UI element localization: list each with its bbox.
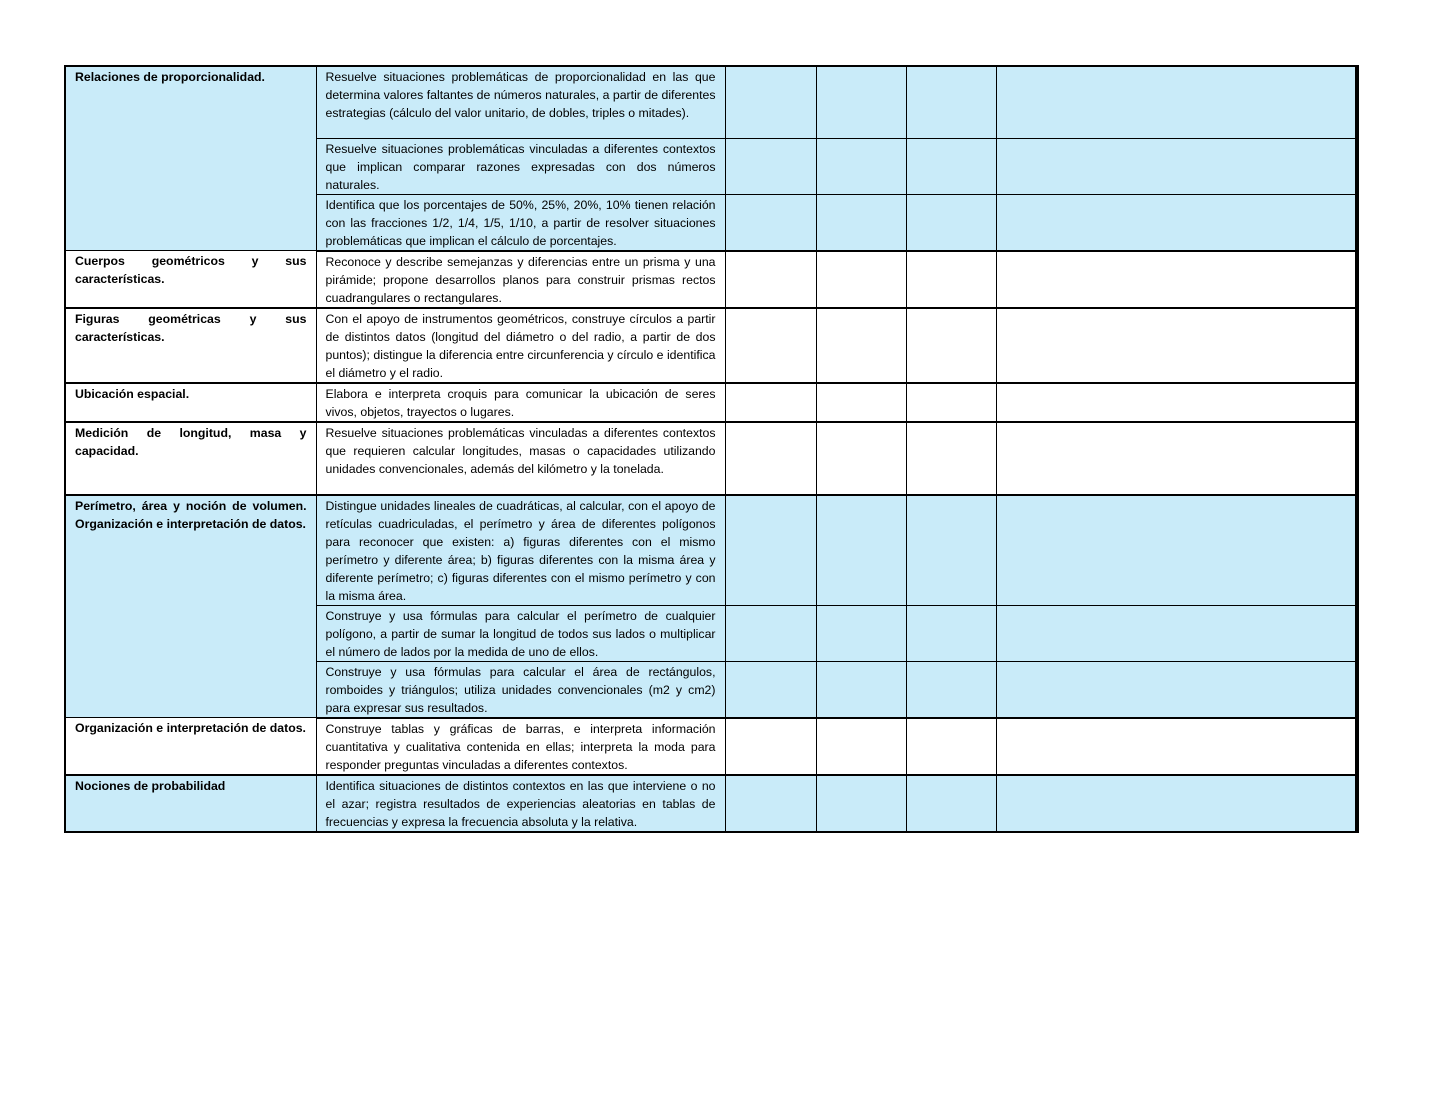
observations-cell[interactable] [996,718,1357,775]
evaluation-cell-2[interactable] [816,383,906,422]
table-row [65,66,1357,138]
topic-cell: Perímetro, área y noción de volumen. Organización e interpretación de datos. [65,495,316,718]
evaluation-cell-2[interactable] [816,251,906,308]
evaluation-cell-3[interactable] [906,66,996,138]
evaluation-cell-3[interactable] [906,194,996,251]
observations-cell[interactable] [996,605,1357,661]
evaluation-cell-3[interactable] [906,251,996,308]
observations-cell[interactable] [996,308,1357,383]
evaluation-cell-1[interactable] [725,775,816,832]
observations-cell[interactable] [996,66,1357,138]
table-row [65,718,1357,775]
descriptor-cell: Identifica situaciones de distintos contextos en las que interviene o no el azar; registra resultados de experiencias aleatorias en tablas de frecuencias y expresa la frecuencia absoluta y la relativa. [316,775,725,832]
evaluation-cell-1[interactable] [725,718,816,775]
table-row [65,422,1357,495]
evaluation-cell-2[interactable] [816,661,906,718]
descriptor-cell: Distingue unidades lineales de cuadráticas, al calcular, con el apoyo de retículas cuadriculadas, el perímetro y área de diferentes polígonos para reconocer que existen: a) figuras diferentes con el mismo perímetro y diferente área; b) figuras diferentes con la misma área y diferente perímetro; c) figuras diferentes con el mismo perímetro y con la misma área. [316,495,725,606]
evaluation-cell-2[interactable] [816,422,906,495]
observations-cell[interactable] [996,138,1357,194]
descriptor-cell: Construye y usa fórmulas para calcular el área de rectángulos, romboides y triángulos; utiliza unidades convencionales (m2 y cm2) para expresar sus resultados. [316,661,725,718]
observations-cell[interactable] [996,194,1357,251]
topic-cell: Figuras geométricas y sus características. [65,308,316,383]
table-row [65,495,1357,606]
descriptor-cell: Resuelve situaciones problemáticas vinculadas a diferentes contextos que requieren calcular longitudes, masas o capacidades utilizando unidades convencionales, además del kilómetro y la tonelada. [316,422,725,495]
evaluation-cell-1[interactable] [725,495,816,606]
observations-cell[interactable] [996,661,1357,718]
descriptor-cell: Identifica que los porcentajes de 50%, 25%, 20%, 10% tienen relación con las fracciones 1/2, 1/4, 1/5, 1/10, a partir de resolver situaciones problemáticas que implican el cálculo de porcentajes. [316,194,725,251]
evaluation-cell-3[interactable] [906,718,996,775]
evaluation-cell-2[interactable] [816,194,906,251]
table-row [65,775,1357,832]
observations-cell[interactable] [996,495,1357,606]
evaluation-cell-1[interactable] [725,251,816,308]
topic-cell: Medición de longitud, masa y capacidad. [65,422,316,495]
evaluation-cell-3[interactable] [906,605,996,661]
learning-progress-table [64,65,1359,833]
evaluation-cell-1[interactable] [725,66,816,138]
evaluation-cell-2[interactable] [816,718,906,775]
evaluation-cell-3[interactable] [906,383,996,422]
descriptor-cell: Con el apoyo de instrumentos geométricos, construye círculos a partir de distintos datos (longitud del diámetro o del radio, a partir de dos puntos); distingue la diferencia entre circunferencia y círculo e identifica el diámetro y el radio. [316,308,725,383]
table-row [65,308,1357,383]
evaluation-cell-3[interactable] [906,495,996,606]
observations-cell[interactable] [996,775,1357,832]
topic-cell: Nociones de probabilidad [65,775,316,832]
descriptor-cell: Construye y usa fórmulas para calcular el perímetro de cualquier polígono, a partir de sumar la longitud de todos sus lados o multiplicar el número de lados por la medida de uno de ellos. [316,605,725,661]
evaluation-cell-3[interactable] [906,661,996,718]
evaluation-cell-1[interactable] [725,605,816,661]
descriptor-cell: Resuelve situaciones problemáticas de proporcionalidad en las que determina valores faltantes de números naturales, a partir de diferentes estrategias (cálculo del valor unitario, de dobles, triples o mitades). [316,66,725,138]
table-body [65,66,1357,832]
table-row [65,251,1357,308]
evaluation-cell-2[interactable] [816,138,906,194]
evaluation-cell-1[interactable] [725,138,816,194]
evaluation-cell-2[interactable] [816,495,906,606]
evaluation-cell-1[interactable] [725,661,816,718]
observations-cell[interactable] [996,422,1357,495]
topic-cell: Ubicación espacial. [65,383,316,422]
evaluation-cell-1[interactable] [725,194,816,251]
evaluation-cell-2[interactable] [816,605,906,661]
table-row [65,383,1357,422]
descriptor-cell: Construye tablas y gráficas de barras, e interpreta información cuantitativa y cualitativa contenida en ellas; interpreta la moda para responder preguntas vinculadas a diferentes contextos. [316,718,725,775]
evaluation-cell-3[interactable] [906,308,996,383]
evaluation-cell-2[interactable] [816,66,906,138]
topic-cell: Relaciones de proporcionalidad. [65,66,316,251]
topic-cell: Cuerpos geométricos y sus características. [65,251,316,308]
evaluation-cell-2[interactable] [816,308,906,383]
topic-cell: Organización e interpretación de datos. [65,718,316,775]
evaluation-cell-2[interactable] [816,775,906,832]
observations-cell[interactable] [996,383,1357,422]
descriptor-cell: Elabora e interpreta croquis para comunicar la ubicación de seres vivos, objetos, trayectos o lugares. [316,383,725,422]
evaluation-cell-3[interactable] [906,138,996,194]
evaluation-cell-1[interactable] [725,383,816,422]
evaluation-cell-3[interactable] [906,775,996,832]
descriptor-cell: Reconoce y describe semejanzas y diferencias entre un prisma y una pirámide; propone desarrollos planos para construir prismas rectos cuadrangulares o rectangulares. [316,251,725,308]
evaluation-cell-1[interactable] [725,422,816,495]
descriptor-cell: Resuelve situaciones problemáticas vinculadas a diferentes contextos que implican comparar razones expresadas con dos números naturales. [316,138,725,194]
observations-cell[interactable] [996,251,1357,308]
evaluation-cell-3[interactable] [906,422,996,495]
evaluation-cell-1[interactable] [725,308,816,383]
